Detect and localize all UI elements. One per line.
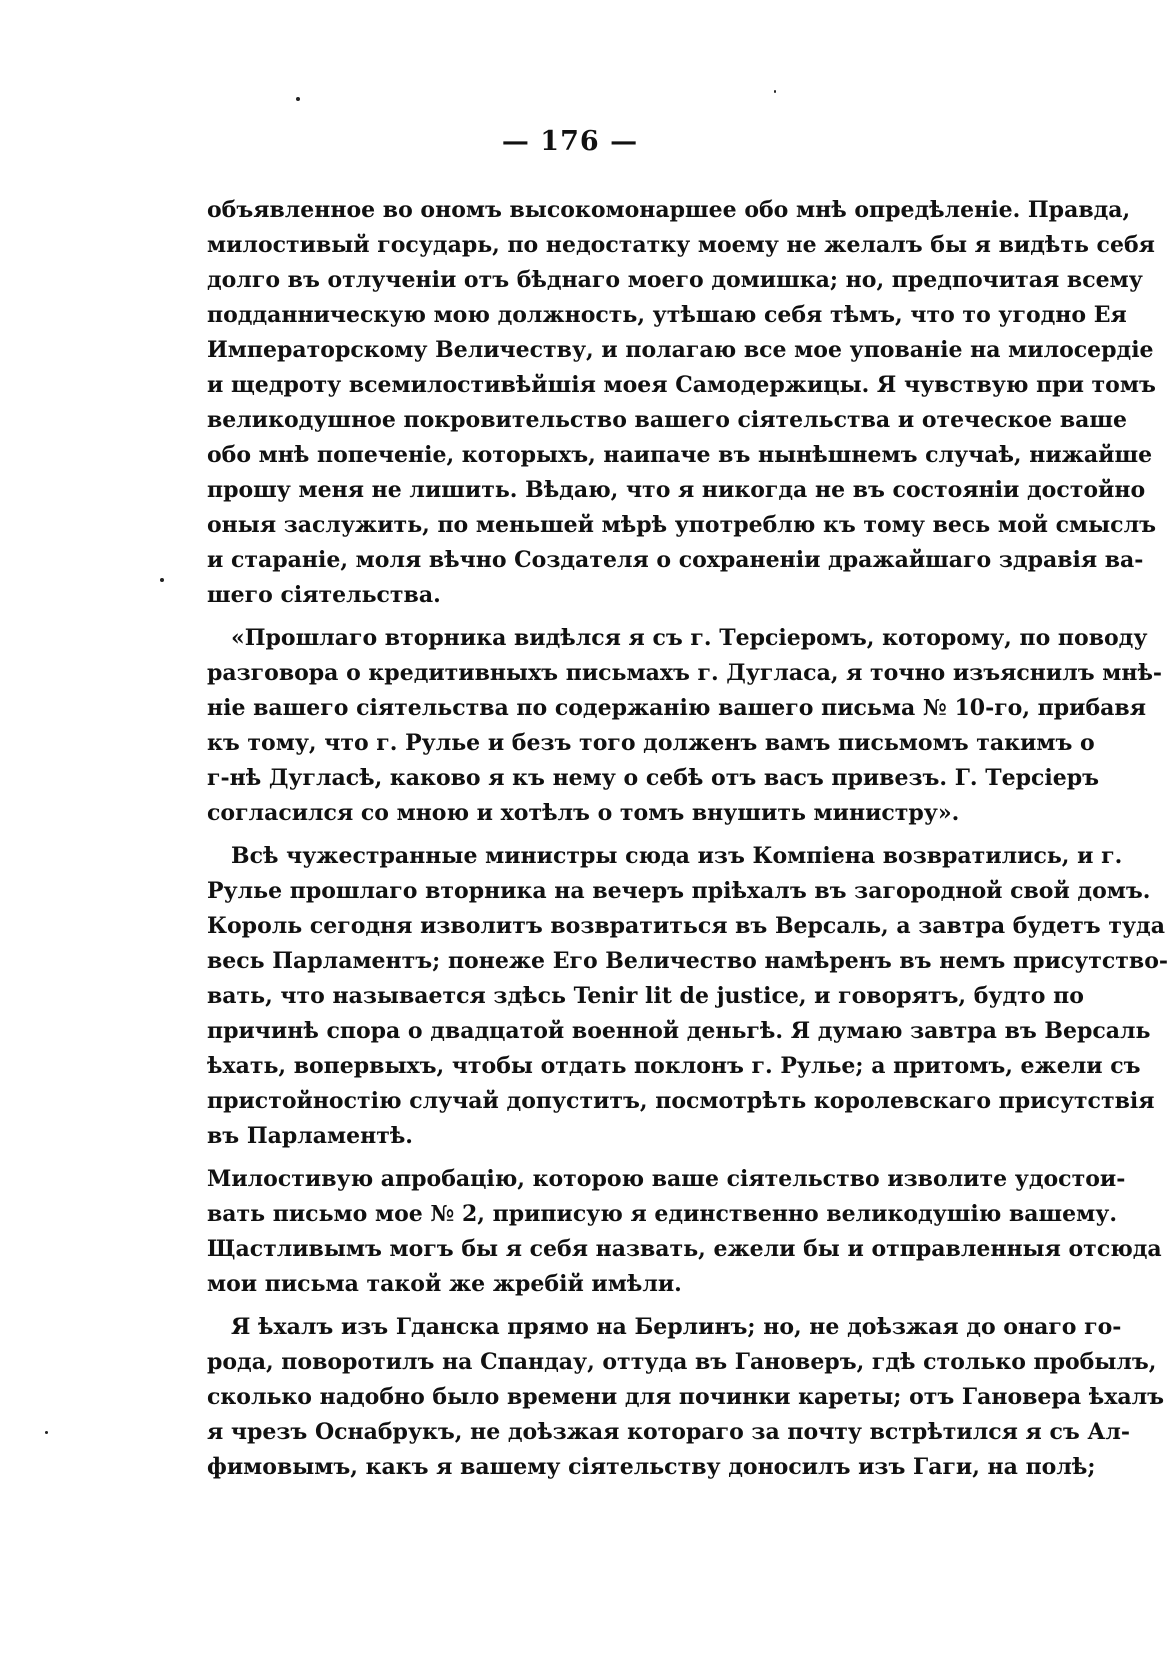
- text-line: въ Парламентѣ.: [207, 1123, 413, 1149]
- text-line: ѣхать, вопервыхъ, чтобы отдать поклонъ г. Рулье; а притомъ, ежели съ: [207, 1053, 1141, 1079]
- text-line: оныя заслужить, по меньшей мѣрѣ употреблю къ тому весь мой смыслъ: [207, 512, 1156, 538]
- text-line: долго въ отлученіи отъ бѣднаго моего домишка; но, предпочитая всему: [207, 267, 1143, 293]
- text-line: объявленное во ономъ высокомонаршее обо мнѣ опредѣленіе. Правда,: [207, 197, 1131, 223]
- text-line: рода, поворотилъ на Спандау, оттуда въ Гановеръ, гдѣ столько пробылъ,: [207, 1349, 1157, 1375]
- text-line: согласился со мною и хотѣлъ о томъ внушить министру».: [207, 800, 960, 826]
- text-line: вать, что называется здѣсь Tenir lit de justice, и говорятъ, будто по: [207, 983, 1084, 1009]
- text-line: Щастливымъ могъ бы я себя назвать, ежели бы и отправленныя отсюда: [207, 1236, 1162, 1262]
- ink-speck: [774, 90, 776, 93]
- text-line: Всѣ чужестранные министры сюда изъ Компіена возвратились, и г.: [231, 843, 1123, 869]
- ink-speck: [296, 97, 300, 101]
- text-line: разговора о кредитивныхъ письмахъ г. Дугласа, я точно изъяснилъ мнѣ-: [207, 660, 1163, 686]
- text-line: Рулье прошлаго вторника на вечеръ пріѣхалъ въ загородной свой домъ.: [207, 878, 1151, 904]
- text-line: весь Парламентъ; понеже Его Величество намѣренъ въ немъ присутство-: [207, 948, 1168, 974]
- ink-speck: [45, 1431, 48, 1434]
- text-line: великодушное покровительство вашего сіятельства и отеческое ваше: [207, 407, 1128, 433]
- body-text: [207, 193, 1168, 1485]
- text-line: обо мнѣ попеченіе, которыхъ, наипаче въ нынѣшнемъ случаѣ, нижайше: [207, 442, 1153, 468]
- paragraph: [207, 193, 1156, 613]
- text-line: подданническую мою должность, утѣшаю себя тѣмъ, что то угодно Ея: [207, 302, 1127, 328]
- text-line: Милостивую апробацію, которою ваше сіятельство изволите удостои-: [207, 1166, 1126, 1192]
- text-line: вать письмо мое № 2, приписую я единственно великодушію вашему.: [207, 1201, 1118, 1227]
- paragraph: [207, 839, 1168, 1154]
- text-line: «Прошлаго вторника видѣлся я съ г. Терсіеромъ, которому, по поводу: [231, 625, 1148, 651]
- text-line: пристойностію случай допуститъ, посмотрѣть королевскаго присутствія: [207, 1088, 1155, 1114]
- text-line: сколько надобно было времени для починки кареты; отъ Гановера ѣхалъ: [207, 1384, 1164, 1410]
- text-line: шего сіятельства.: [207, 582, 441, 608]
- text-line: мои письма такой же жребій имѣли.: [207, 1271, 682, 1297]
- text-line: милостивый государь, по недостатку моему не желалъ бы я видѣть себя: [207, 232, 1155, 258]
- text-line: и стараніе, моля вѣчно Создателя о сохраненіи дражайшаго здравія ва-: [207, 547, 1144, 573]
- text-line: Я ѣхалъ изъ Гданска прямо на Берлинъ; но, не доѣзжая до онаго го-: [231, 1314, 1122, 1340]
- text-line: ніе вашего сіятельства по содержанію вашего письма № 10-го, прибавя: [207, 695, 1146, 721]
- text-line: прошу меня не лишить. Вѣдаю, что я никогда не въ состояніи достойно: [207, 477, 1146, 503]
- text-line: Императорскому Величеству, и полагаю все мое упованіе на милосердіе: [207, 337, 1154, 363]
- paragraph: [207, 621, 1163, 831]
- page-number: — 176 —: [501, 126, 639, 157]
- text-line: фимовымъ, какъ я вашему сіятельству доносилъ изъ Гаги, на полѣ;: [207, 1454, 1096, 1480]
- paragraph: [207, 1310, 1164, 1485]
- ink-speck: [160, 578, 164, 582]
- text-line: къ тому, что г. Рулье и безъ того долженъ вамъ письмомъ такимъ о: [207, 730, 1095, 756]
- paragraph: [207, 1162, 1162, 1302]
- text-line: г-нѣ Дугласѣ, каково я къ нему о себѣ отъ васъ привезъ. Г. Терсіеръ: [207, 765, 1099, 791]
- text-line: Король сегодня изволитъ возвратиться въ Версаль, а завтра будетъ туда: [207, 913, 1165, 939]
- text-line: причинѣ спора о двадцатой военной деньгѣ. Я думаю завтра въ Версаль: [207, 1018, 1151, 1044]
- text-line: и щедроту всемилостивѣйшія моея Самодержицы. Я чувствую при томъ: [207, 372, 1156, 398]
- text-line: я чрезъ Оснабрукъ, не доѣзжая котораго за почту встрѣтился я съ Ал-: [207, 1419, 1130, 1445]
